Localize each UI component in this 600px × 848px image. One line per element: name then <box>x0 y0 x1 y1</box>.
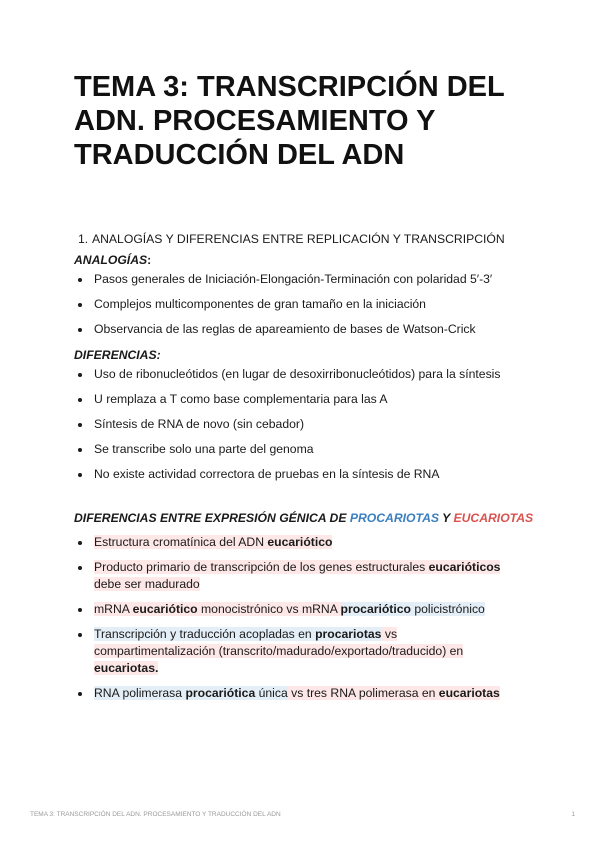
bullet-icon <box>78 278 82 282</box>
list-item <box>74 366 544 383</box>
section-1-heading <box>78 229 544 249</box>
highlighted-text <box>94 535 332 549</box>
list-item <box>74 466 544 483</box>
list-item <box>74 416 544 433</box>
expression-differences-list <box>74 534 544 702</box>
highlighted-text <box>94 560 500 574</box>
bullet-icon <box>78 448 82 452</box>
bullet-icon <box>78 473 82 477</box>
list-item-text: Pasos generales de Iniciación-Elongación-Terminación con polaridad 5′-3′ <box>94 272 493 286</box>
analogias-list <box>74 271 544 338</box>
text-segment: mRNA <box>94 602 133 616</box>
bold-term: eucarióticos <box>428 560 501 574</box>
bold-term: eucariótico <box>132 602 198 616</box>
list-item-text: No existe actividad correctora de pruebas en la síntesis de RNA <box>94 467 440 481</box>
bullet-icon <box>78 373 82 377</box>
text-segment: vs <box>381 627 398 641</box>
highlighted-text <box>341 602 485 616</box>
list-item-text: Uso de ribonucleótidos (en lugar de desoxirribonucleótidos) para la síntesis <box>94 367 501 381</box>
text-segment: monocistrónico vs mRNA <box>197 602 341 616</box>
diferencias-list <box>74 366 544 483</box>
bold-term: eucariótico <box>267 535 333 549</box>
highlighted-text <box>288 686 500 700</box>
heading-eucariotas: EUCARIOTAS <box>453 511 534 525</box>
highlighted-text <box>94 602 341 616</box>
section-title: ANALOGÍAS Y DIFERENCIAS ENTRE REPLICACIÓN Y TRANSCRIPCIÓN <box>92 232 505 246</box>
list-item-text: Síntesis de RNA de novo (sin cebador) <box>94 417 305 431</box>
bold-term: procariótica <box>185 686 256 700</box>
list-item-text: Se transcribe solo una parte del genoma <box>94 442 314 456</box>
text-segment: Producto primario de transcripción de los genes estructurales <box>94 560 429 574</box>
title-line: TRADUCCIÓN DEL ADN <box>74 139 405 171</box>
list-item <box>74 271 544 288</box>
list-item <box>74 534 544 551</box>
heading-y: Y <box>439 511 454 525</box>
page-number: 1 <box>571 811 575 818</box>
list-item-text: U remplaza a T como base complementaria para las A <box>94 392 388 406</box>
bullet-icon <box>78 398 82 402</box>
list-item <box>74 601 544 618</box>
bold-term: procariotas <box>315 627 382 641</box>
bullet-icon <box>78 328 82 332</box>
text-segment: Transcripción y traducción acopladas en <box>94 627 316 641</box>
title-line: ADN. PROCESAMIENTO Y <box>74 105 436 137</box>
text-segment: Estructura cromatínica del ADN <box>94 535 268 549</box>
list-item <box>74 626 544 677</box>
diferencias-label: DIFERENCIAS: <box>74 348 161 362</box>
bullet-icon <box>78 423 82 427</box>
list-item <box>74 685 544 702</box>
section-number: 1. <box>78 232 89 246</box>
list-item-text: Complejos multicomponentes de gran tamaño en la iniciación <box>94 297 426 311</box>
analogias-label <box>74 251 544 269</box>
section-2-heading <box>74 509 544 527</box>
bold-term: eucariotas. <box>94 661 159 675</box>
highlighted-text <box>94 686 288 700</box>
highlighted-text <box>94 627 381 641</box>
bold-term: eucariotas <box>438 686 500 700</box>
bullet-icon <box>78 692 82 696</box>
footer-title: TEMA 3: TRANSCRIPCIÓN DEL ADN. PROCESAMIENTO Y TRADUCCIÓN DEL ADN <box>30 811 281 818</box>
text-segment: policistrónico <box>410 602 485 616</box>
list-item-text: Observancia de las reglas de apareamiento de bases de Watson-Crick <box>94 322 476 336</box>
document-title <box>74 70 544 172</box>
analogias-label-text: ANALOGÍAS <box>74 253 148 267</box>
title-line: TEMA 3: TRANSCRIPCIÓN DEL <box>74 71 505 103</box>
analogias-colon: : <box>147 253 152 267</box>
page-footer <box>30 811 575 818</box>
text-segment: RNA polimerasa <box>94 686 186 700</box>
list-item <box>74 391 544 408</box>
bullet-icon <box>78 566 82 570</box>
text-segment: única <box>255 686 288 700</box>
document-body <box>74 229 544 710</box>
text-segment: compartimentalización (transcrito/madurado/exportado/traducido) en <box>94 644 464 658</box>
text-segment: debe ser madurado <box>94 577 200 591</box>
bullet-icon <box>78 633 82 637</box>
bold-term: procariótico <box>340 602 411 616</box>
heading-prefix: DIFERENCIAS ENTRE EXPRESIÓN GÉNICA DE <box>74 511 350 525</box>
heading-procariotas: PROCARIOTAS <box>349 511 439 525</box>
text-segment: vs tres RNA polimerasa en <box>287 686 439 700</box>
list-item <box>74 321 544 338</box>
bullet-icon <box>78 541 82 545</box>
bullet-icon <box>78 608 82 612</box>
list-item <box>74 441 544 458</box>
list-item <box>74 296 544 313</box>
list-item <box>74 559 544 593</box>
bullet-icon <box>78 303 82 307</box>
section-2 <box>74 509 544 702</box>
